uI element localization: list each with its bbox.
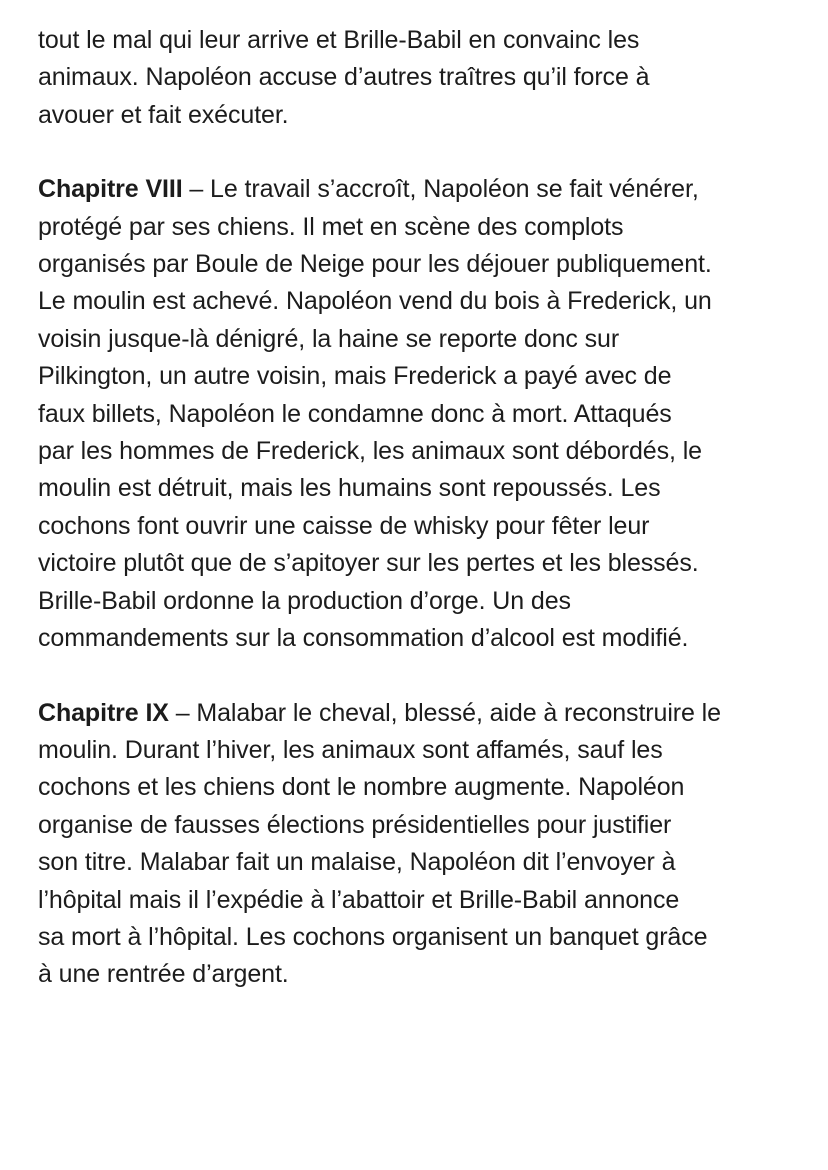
text-line: cochons et les chiens dont le nombre augmente. Napoléon bbox=[38, 773, 685, 802]
text-line: Pilkington, un autre voisin, mais Frederick a payé avec de bbox=[38, 362, 672, 391]
text-line: organisés par Boule de Neige pour les déjouer publiquement. bbox=[38, 250, 712, 279]
chapter-8-heading: Chapitre VIII bbox=[38, 175, 183, 204]
text-line: moulin est détruit, mais les humains sont repoussés. Les bbox=[38, 474, 661, 503]
text-line: moulin. Durant l’hiver, les animaux sont affamés, sauf les bbox=[38, 735, 663, 764]
chapter-9-heading: Chapitre IX bbox=[38, 698, 169, 727]
text-line: tout le mal qui leur arrive et Brille-Babil en convainc les bbox=[38, 26, 640, 54]
chapter-8-paragraph bbox=[38, 171, 798, 657]
text-line: Brille-Babil ordonne la production d’orge. Un des bbox=[38, 586, 571, 615]
text-line: victoire plutôt que de s’apitoyer sur les pertes et les blessés. bbox=[38, 549, 699, 578]
text-line: protégé par ses chiens. Il met en scène des complots bbox=[38, 212, 624, 241]
text-line: à une rentrée d’argent. bbox=[38, 960, 289, 989]
text-line: son titre. Malabar fait un malaise, Napoléon dit l’envoyer à bbox=[38, 848, 676, 877]
chapter-9-lead: – Malabar le cheval, blessé, aide à reconstruire le bbox=[168, 698, 721, 727]
text-line: animaux. Napoléon accuse d’autres traîtres qu’il force à bbox=[38, 63, 650, 92]
text-line bbox=[38, 695, 798, 732]
text-line: cochons font ouvrir une caisse de whisky pour fêter leur bbox=[38, 511, 650, 540]
text-line: organise de fausses élections présidentielles pour justifier bbox=[38, 810, 672, 839]
text-line: voisin jusque-là dénigré, la haine se reporte donc sur bbox=[38, 324, 620, 353]
intro-paragraph bbox=[38, 22, 798, 134]
text-line bbox=[38, 171, 798, 208]
text-line: l’hôpital mais il l’expédie à l’abattoir et Brille-Babil annonce bbox=[38, 885, 680, 914]
text-line: par les hommes de Frederick, les animaux sont débordés, le bbox=[38, 437, 702, 466]
text-line: sa mort à l’hôpital. Les cochons organisent un banquet grâce bbox=[38, 922, 708, 951]
chapter-8-lead: – Le travail s’accroît, Napoléon se fait vénérer, bbox=[182, 175, 699, 204]
text-line: avouer et fait exécuter. bbox=[38, 100, 289, 129]
text-line: faux billets, Napoléon le condamne donc à mort. Attaqués bbox=[38, 399, 672, 428]
document-page bbox=[38, 22, 798, 1031]
text-line: commandements sur la consommation d’alcool est modifié. bbox=[38, 624, 689, 653]
chapter-9-paragraph bbox=[38, 695, 798, 994]
text-line: Le moulin est achevé. Napoléon vend du bois à Frederick, un bbox=[38, 287, 712, 316]
